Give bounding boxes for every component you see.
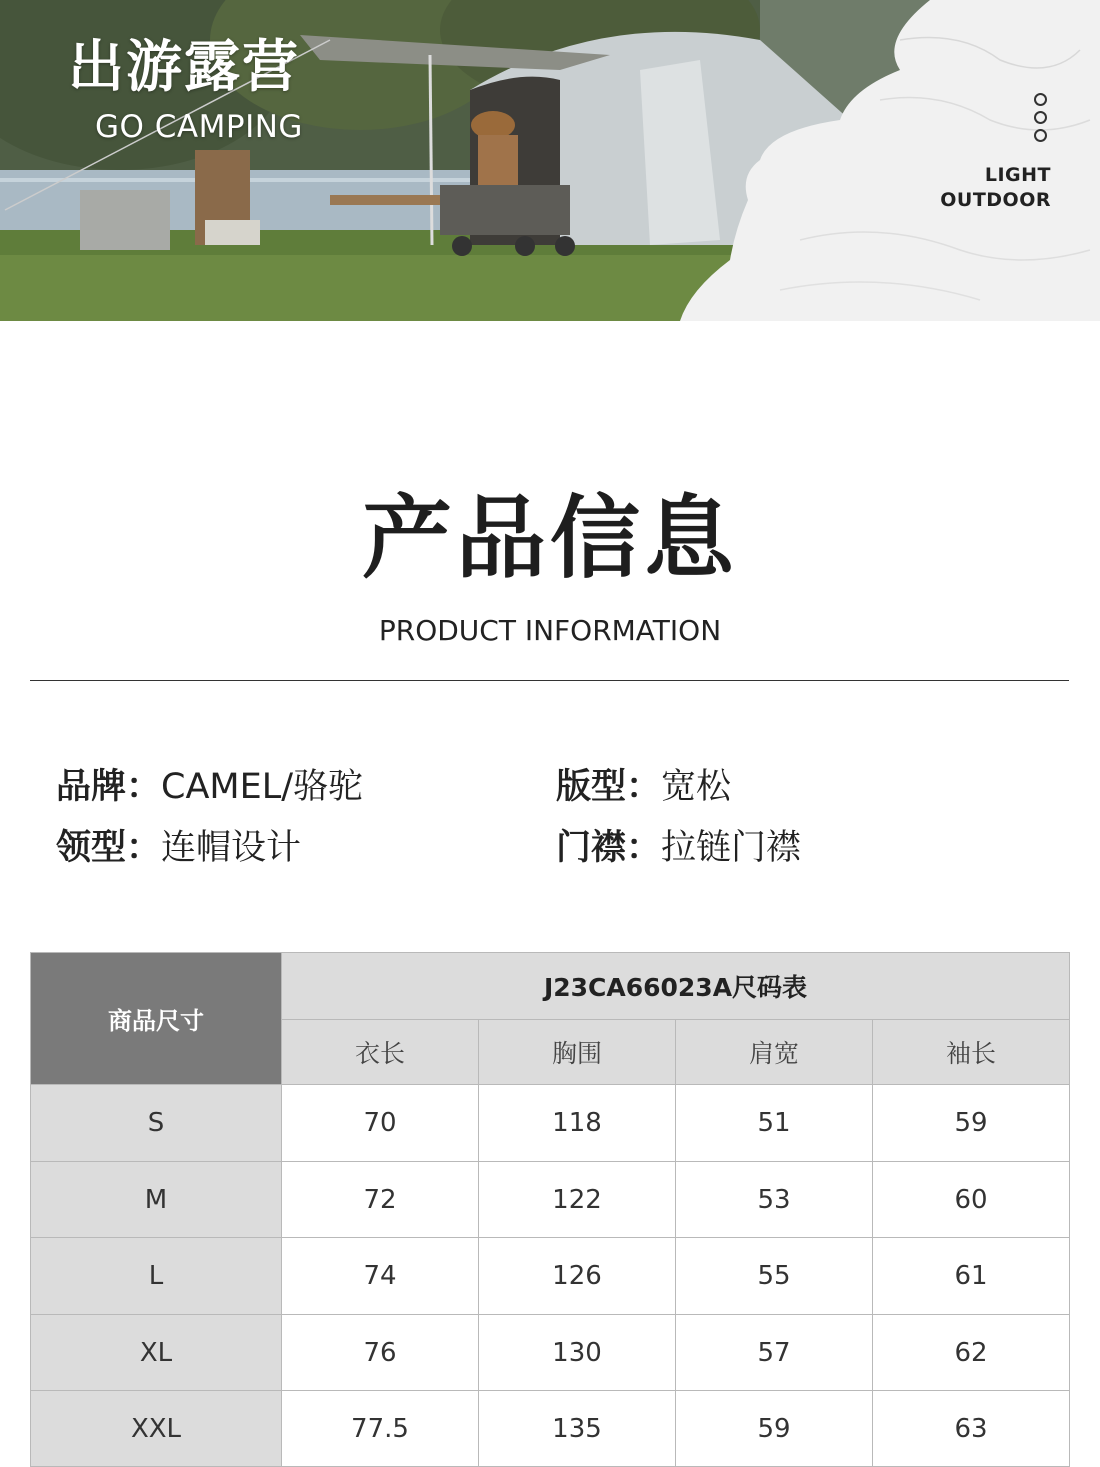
table-cell: 77.5 bbox=[282, 1391, 479, 1467]
table-cell: 53 bbox=[676, 1162, 873, 1238]
column-header: 胸围 bbox=[479, 1020, 676, 1085]
table-cell: 126 bbox=[479, 1238, 676, 1315]
table-cell: 57 bbox=[676, 1315, 873, 1391]
attribute-label: 品牌： bbox=[56, 767, 162, 807]
size-chart-title: J23CA66023A尺码表 bbox=[282, 953, 1070, 1020]
attribute-brand bbox=[56, 767, 364, 807]
section-subtitle: PRODUCT INFORMATION bbox=[378, 614, 722, 647]
tagline bbox=[940, 163, 1051, 213]
attribute-label: 领型： bbox=[56, 828, 162, 868]
table-cell: 59 bbox=[873, 1085, 1070, 1162]
size-label: S bbox=[31, 1085, 282, 1162]
table-cell: 51 bbox=[676, 1085, 873, 1162]
circles-icon bbox=[1034, 93, 1048, 147]
table-cell: 74 bbox=[282, 1238, 479, 1315]
size-label: XXL bbox=[31, 1391, 282, 1467]
attribute-placket bbox=[556, 828, 802, 868]
attribute-value: 拉链门襟 bbox=[661, 828, 802, 868]
table-cell: 61 bbox=[873, 1238, 1070, 1315]
size-label: L bbox=[31, 1238, 282, 1315]
attribute-value: 宽松 bbox=[661, 767, 732, 807]
column-header: 肩宽 bbox=[676, 1020, 873, 1085]
table-row bbox=[31, 1391, 1070, 1467]
tagline-line-2: OUTDOOR bbox=[940, 189, 1051, 211]
tagline-line-1: LIGHT bbox=[984, 164, 1051, 186]
size-label: M bbox=[31, 1162, 282, 1238]
attribute-value: CAMEL/骆驼 bbox=[161, 767, 364, 807]
table-row bbox=[31, 1085, 1070, 1162]
column-header: 衣长 bbox=[282, 1020, 479, 1085]
table-cell: 62 bbox=[873, 1315, 1070, 1391]
table-cell: 135 bbox=[479, 1391, 676, 1467]
table-cell: 72 bbox=[282, 1162, 479, 1238]
table-cell: 130 bbox=[479, 1315, 676, 1391]
size-chart-table bbox=[30, 952, 1070, 1467]
table-cell: 118 bbox=[479, 1085, 676, 1162]
table-cell: 70 bbox=[282, 1085, 479, 1162]
table-cell: 76 bbox=[282, 1315, 479, 1391]
divider bbox=[30, 680, 1069, 681]
table-cell: 60 bbox=[873, 1162, 1070, 1238]
column-header: 袖长 bbox=[873, 1020, 1070, 1085]
table-cell: 122 bbox=[479, 1162, 676, 1238]
table-cell: 55 bbox=[676, 1238, 873, 1315]
attribute-value: 连帽设计 bbox=[161, 828, 302, 868]
banner-title: 出游露营 bbox=[68, 35, 300, 100]
hero-banner bbox=[0, 0, 1100, 321]
table-row bbox=[31, 1238, 1070, 1315]
attribute-fit bbox=[556, 767, 732, 807]
table-cell: 63 bbox=[873, 1391, 1070, 1467]
attribute-label: 门襟： bbox=[556, 828, 662, 868]
table-row bbox=[31, 1315, 1070, 1391]
table-cell: 59 bbox=[676, 1391, 873, 1467]
attribute-collar bbox=[56, 828, 302, 868]
size-corner-header: 商品尺寸 bbox=[31, 953, 282, 1085]
attribute-label: 版型： bbox=[556, 767, 662, 807]
banner-subtitle: GO CAMPING bbox=[95, 109, 303, 145]
size-label: XL bbox=[31, 1315, 282, 1391]
section-title: 产品信息 bbox=[362, 486, 738, 591]
table-row bbox=[31, 1162, 1070, 1238]
